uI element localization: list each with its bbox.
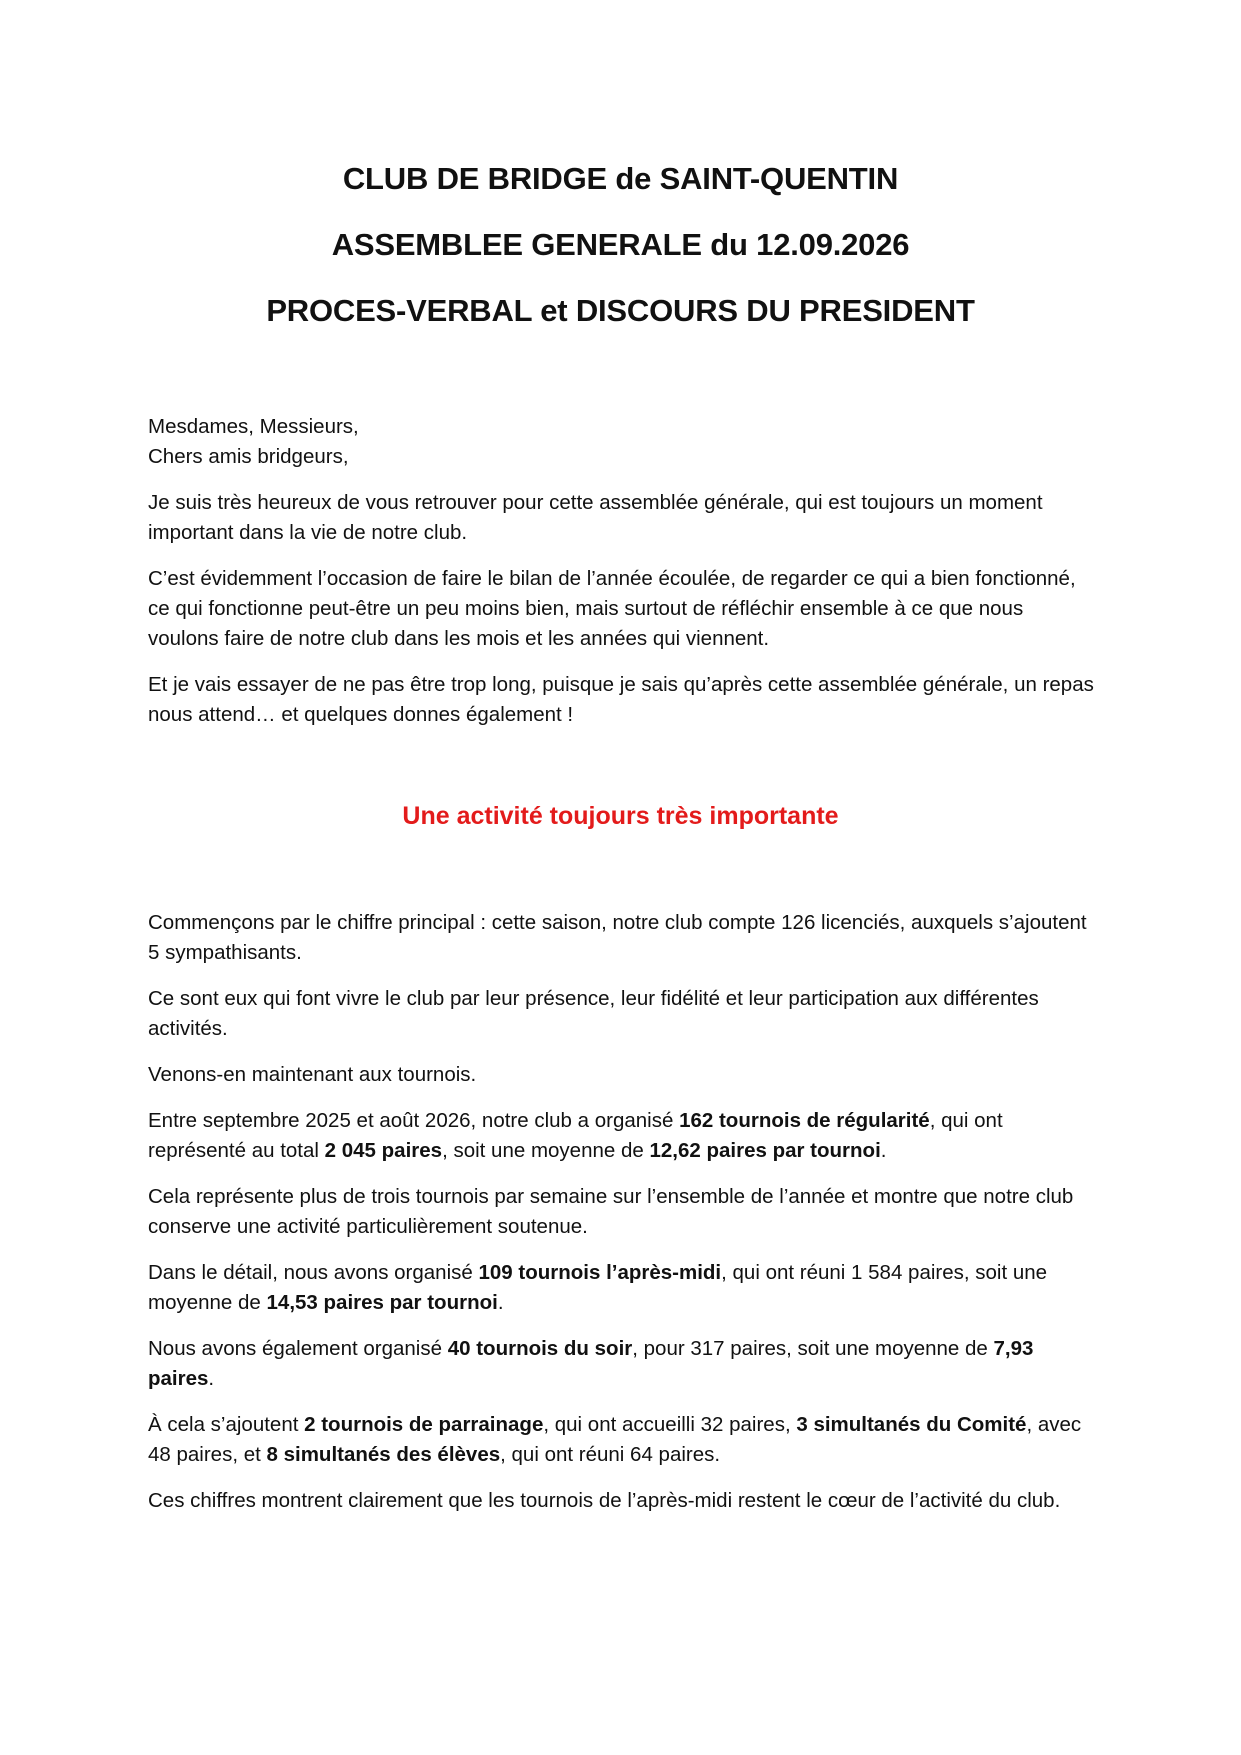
greeting-line-2: Chers amis bridgeurs,: [148, 445, 349, 468]
tournaments-total-paragraph: Entre septembre 2025 et août 2026, notre club a organisé 162 tournois de régularité, qui ont représenté au total 2 045 paires, soit une moyenne de 12,62 paires par tournoi.: [148, 1109, 1003, 1162]
tournaments-intro-paragraph: Venons-en maintenant aux tournois.: [148, 1063, 477, 1086]
intro-paragraph-2: C’est évidemment l’occasion de faire le bilan de l’année écoulée, de regarder ce qui a bien fonctionné, ce qui fonctionne peut-être un peu moins bien, mais surtout de réfléchir ensemble à ce que nous voulons faire de notre club dans les mois et les années qui viennent.: [148, 567, 1076, 650]
intro-paragraph-3: Et je vais essayer de ne pas être trop long, puisque je sais qu’après cette assemblée générale, un repas nous attend… et quelques donnes également !: [148, 673, 1094, 726]
section-body: [148, 908, 1098, 1532]
weekly-activity-paragraph: Cela représente plus de trois tournois par semaine sur l’ensemble de l’année et montre que notre club conserve une activité particulièrement soutenue.: [148, 1185, 1074, 1238]
conclusion-paragraph: Ces chiffres montrent clairement que les tournois de l’après-midi restent le cœur de l’activité du club.: [148, 1489, 1061, 1512]
report-title: PROCES-VERBAL et DISCOURS DU PRESIDENT: [266, 293, 975, 328]
greeting-line-1: Mesdames, Messieurs,: [148, 415, 359, 438]
evening-tournaments-paragraph: Nous avons également organisé 40 tournois du soir, pour 317 paires, soit une moyenne de 7,93 paires.: [148, 1337, 1034, 1390]
other-tournaments-paragraph: À cela s’ajoutent 2 tournois de parrainage, qui ont accueilli 32 paires, 3 simultanés du Comité, avec 48 paires, et 8 simultanés des élèves, qui ont réuni 64 paires.: [148, 1413, 1082, 1466]
afternoon-tournaments-paragraph: Dans le détail, nous avons organisé 109 tournois l’après-midi, qui ont réuni 1 584 paires, soit une moyenne de 14,53 paires par tournoi.: [148, 1261, 1048, 1314]
intro-block: [148, 412, 1098, 746]
members-paragraph: Commençons par le chiffre principal : cette saison, notre club compte 126 licenciés, auxquels s’ajoutent 5 sympathisants.: [148, 911, 1087, 964]
greeting: [148, 412, 1098, 472]
club-title: CLUB DE BRIDGE de SAINT-QUENTIN: [342, 161, 899, 196]
intro-paragraph-1: Je suis très heureux de vous retrouver pour cette assemblée générale, qui est toujours un moment important dans la vie de notre club.: [148, 491, 1043, 544]
document-header: [0, 146, 1241, 344]
members-role-paragraph: Ce sont eux qui font vivre le club par leur présence, leur fidélité et leur participation aux différentes activités.: [148, 987, 1039, 1040]
assembly-title: ASSEMBLEE GENERALE du 12.09.2026: [331, 227, 910, 262]
section-heading: Une activité toujours très importante: [402, 802, 839, 830]
